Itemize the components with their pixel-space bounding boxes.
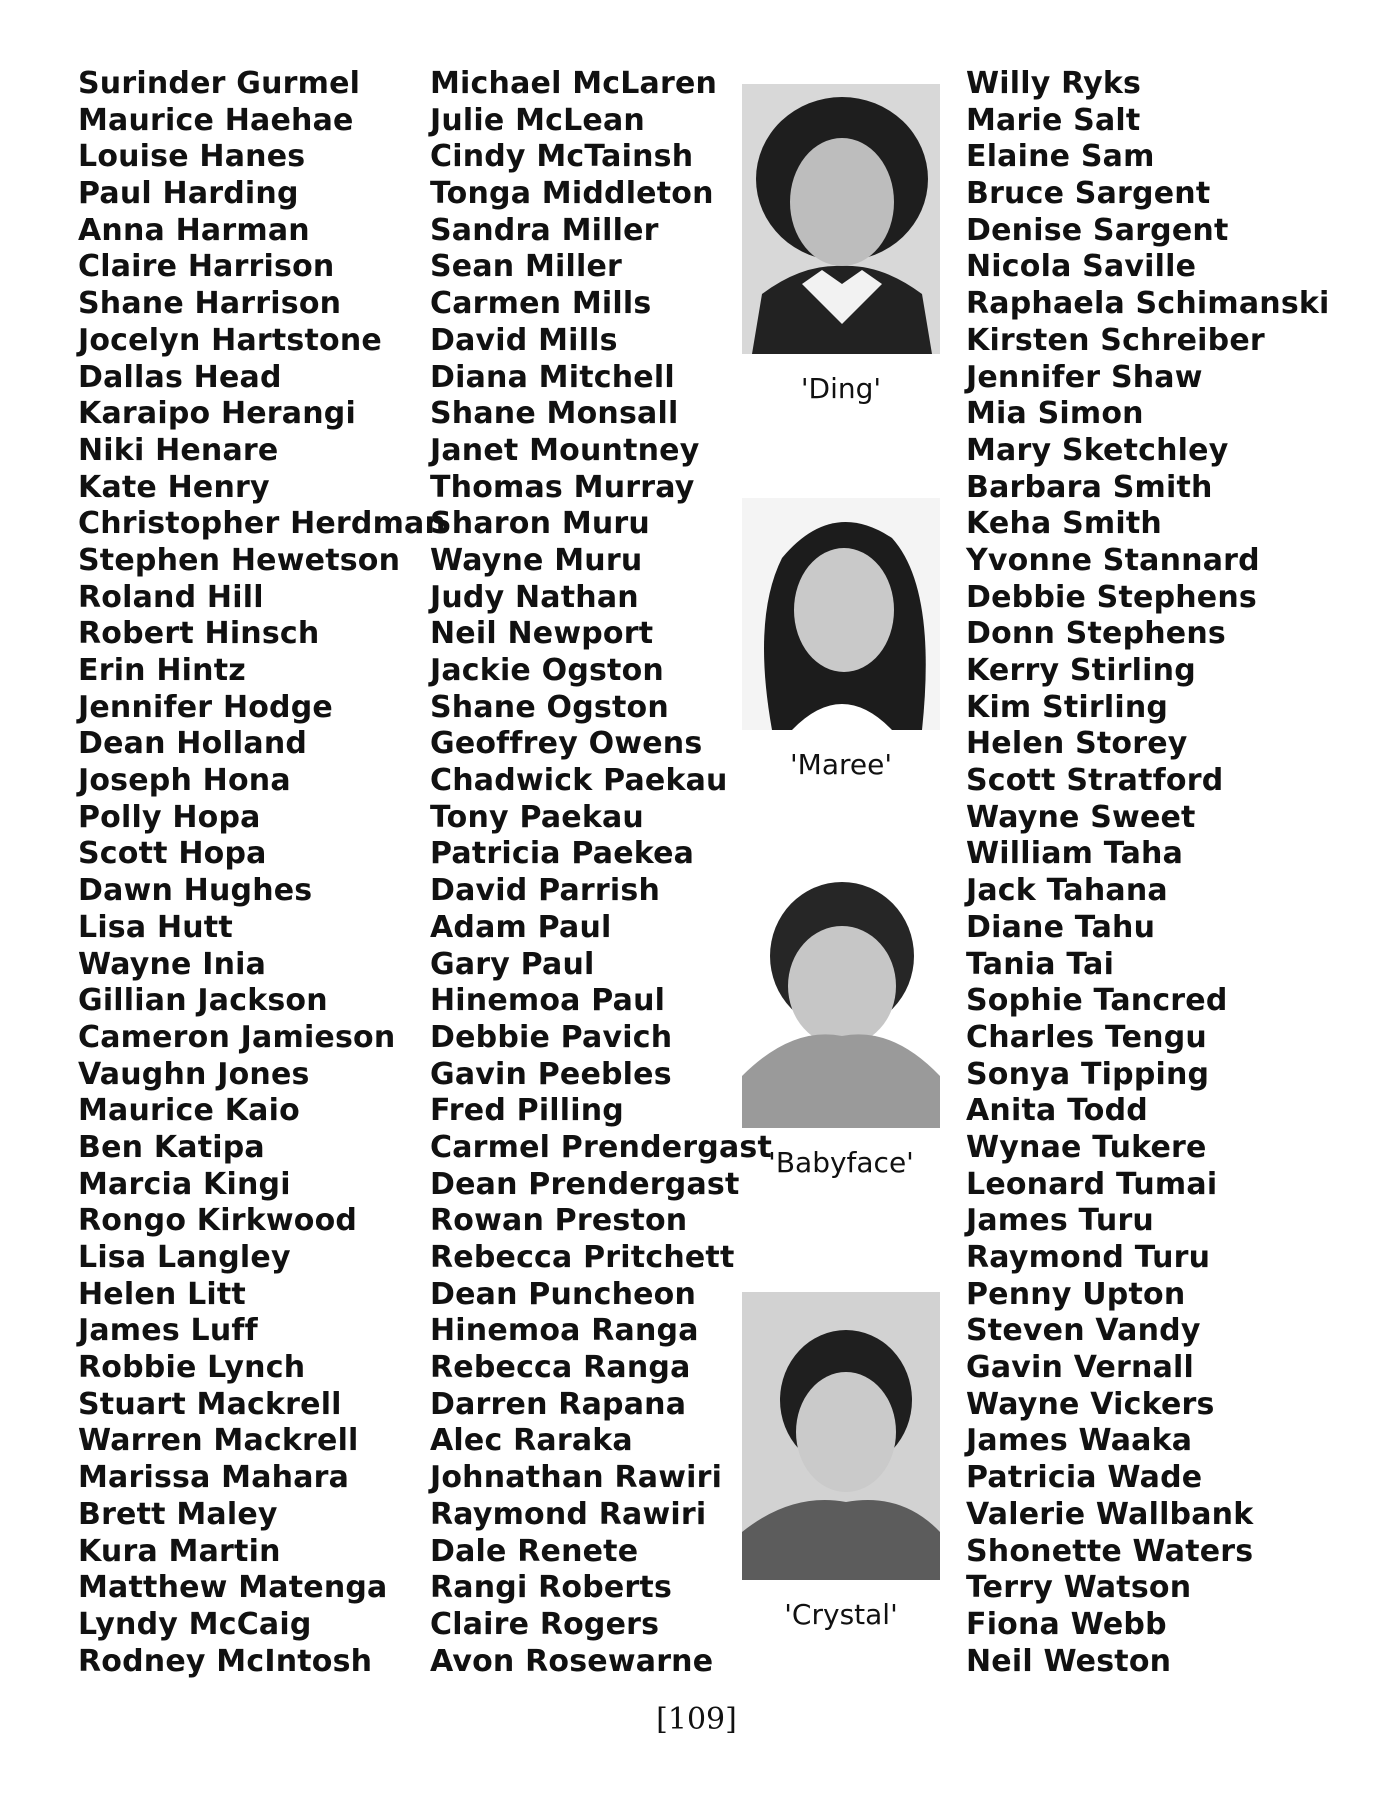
student-name: Helen Litt xyxy=(78,1276,246,1312)
student-name: Raymond Rawiri xyxy=(430,1496,707,1532)
student-name: William Taha xyxy=(966,836,1184,872)
student-name: Diane Tahu xyxy=(966,909,1156,945)
student-name: Joseph Hona xyxy=(78,763,291,799)
student-name: Shonette Waters xyxy=(966,1533,1254,1569)
student-name: Dean Prendergast xyxy=(430,1166,740,1202)
photo-caption: 'Maree' xyxy=(789,748,893,781)
student-name: Bruce Sargent xyxy=(966,176,1211,212)
student-name: Hinemoa Ranga xyxy=(430,1313,699,1349)
student-name: Tony Paekau xyxy=(430,799,644,835)
student-name: Rangi Roberts xyxy=(430,1570,673,1606)
portrait-image xyxy=(742,498,940,730)
student-name: Kate Henry xyxy=(78,469,270,505)
student-name: Dean Holland xyxy=(78,726,308,762)
student-name: Neil Weston xyxy=(966,1643,1172,1679)
student-name: Rowan Preston xyxy=(430,1203,688,1239)
student-name: Gary Paul xyxy=(430,946,595,982)
student-name: Dawn Hughes xyxy=(78,873,313,909)
student-name: Dale Renete xyxy=(430,1533,639,1569)
student-name: Rebecca Pritchett xyxy=(430,1240,735,1275)
student-name: Gavin Peebles xyxy=(430,1056,672,1092)
portrait-image xyxy=(742,1292,940,1580)
student-name: Lyndy McCaig xyxy=(78,1606,312,1642)
student-name: Surinder Gurmel xyxy=(78,66,361,101)
student-name: Jennifer Shaw xyxy=(966,359,1203,395)
student-name: Darren Rapana xyxy=(430,1386,687,1422)
student-name: Lisa Langley xyxy=(78,1240,291,1275)
student-name: Kirsten Schreiber xyxy=(966,322,1265,358)
student-name: Robert Hinsch xyxy=(78,616,320,652)
student-name: Denise Sargent xyxy=(966,212,1229,248)
student-name: Jennifer Hodge xyxy=(78,689,333,725)
student-name: James Turu xyxy=(966,1203,1154,1239)
student-name: Claire Harrison xyxy=(78,249,335,285)
student-name: Tania Tai xyxy=(966,946,1115,982)
photo-crystal xyxy=(736,1292,946,1631)
student-name: Vaughn Jones xyxy=(78,1056,310,1092)
student-name: Rodney McIntosh xyxy=(78,1643,373,1679)
student-name: Carmel Prendergast xyxy=(430,1129,773,1165)
name-column-3 xyxy=(966,66,1330,1680)
student-name: Lisa Hutt xyxy=(78,909,233,945)
student-name: Jackie Ogston xyxy=(430,653,664,688)
student-name: Nicola Saville xyxy=(966,249,1197,285)
student-name: Julie McLean xyxy=(430,102,645,138)
student-name: Alec Raraka xyxy=(430,1423,633,1459)
photo-caption: 'Crystal' xyxy=(784,1598,898,1631)
student-name: Helen Storey xyxy=(966,726,1188,762)
student-name: Hinemoa Paul xyxy=(430,983,666,1019)
student-name: Cindy McTainsh xyxy=(430,139,694,175)
name-column-2 xyxy=(430,66,772,1680)
student-name: David Parrish xyxy=(430,873,661,909)
student-name: Matthew Matenga xyxy=(78,1570,388,1606)
student-name: Stuart Mackrell xyxy=(78,1386,342,1422)
student-name: Marie Salt xyxy=(966,102,1141,138)
student-name: Elaine Sam xyxy=(966,139,1155,175)
student-name: Polly Hopa xyxy=(78,799,261,835)
student-name: Scott Stratford xyxy=(966,763,1224,799)
student-name: Patricia Wade xyxy=(966,1460,1203,1496)
student-name: Carmen Mills xyxy=(430,286,652,322)
student-name: Fred Pilling xyxy=(430,1093,624,1129)
student-name: Erin Hintz xyxy=(78,653,246,688)
student-name: Shane Monsall xyxy=(430,396,679,432)
student-name: Ben Katipa xyxy=(78,1129,265,1165)
student-name: Debbie Pavich xyxy=(430,1019,673,1055)
student-name: Wayne Inia xyxy=(78,946,267,982)
student-name: Jack Tahana xyxy=(966,873,1168,909)
student-name: Wynae Tukere xyxy=(966,1129,1207,1165)
student-name: Tonga Middleton xyxy=(430,176,714,212)
portrait-image xyxy=(742,84,940,354)
student-name: Raymond Turu xyxy=(966,1240,1211,1275)
student-name: Terry Watson xyxy=(966,1570,1192,1606)
student-name: Patricia Paekea xyxy=(430,836,695,872)
student-name: Stephen Hewetson xyxy=(78,542,401,578)
student-name: James Luff xyxy=(78,1313,258,1349)
student-name: Claire Rogers xyxy=(430,1606,660,1642)
student-name: Wayne Muru xyxy=(430,542,643,578)
student-name: Leonard Tumai xyxy=(966,1166,1218,1202)
student-name: Gillian Jackson xyxy=(78,983,328,1019)
student-name: Chadwick Paekau xyxy=(430,763,728,799)
student-name: Maurice Kaio xyxy=(78,1093,300,1129)
student-name: Rebecca Ranga xyxy=(430,1350,691,1386)
photo-caption: 'Babyface' xyxy=(768,1146,914,1179)
student-name: Wayne Vickers xyxy=(966,1386,1215,1422)
student-name: Wayne Sweet xyxy=(966,799,1196,835)
name-column-1 xyxy=(78,66,446,1680)
student-name: Kim Stirling xyxy=(966,689,1169,725)
student-name: James Waaka xyxy=(966,1423,1193,1459)
student-name: Mary Sketchley xyxy=(966,432,1229,468)
student-name: Sean Miller xyxy=(430,249,623,285)
student-name: Sandra Miller xyxy=(430,212,659,248)
photo-caption: 'Ding' xyxy=(800,372,882,405)
student-name: Neil Newport xyxy=(430,616,654,652)
student-name: Mia Simon xyxy=(966,396,1144,432)
student-name: Geoffrey Owens xyxy=(430,726,703,762)
student-name: Marissa Mahara xyxy=(78,1460,350,1496)
student-name: Barbara Smith xyxy=(966,469,1213,505)
student-name: Diana Mitchell xyxy=(430,359,675,395)
student-name: Kerry Stirling xyxy=(966,653,1196,688)
portrait-image xyxy=(742,876,940,1128)
student-name: Sharon Muru xyxy=(430,506,650,542)
student-name: Scott Hopa xyxy=(78,836,267,872)
student-name: Yvonne Stannard xyxy=(966,542,1260,578)
student-name: Fiona Webb xyxy=(966,1606,1167,1642)
student-name: Willy Ryks xyxy=(966,66,1142,101)
page-number: [109] xyxy=(656,1702,737,1737)
student-name: Thomas Murray xyxy=(430,469,695,505)
student-name: Valerie Wallbank xyxy=(966,1496,1254,1532)
student-name: Michael McLaren xyxy=(430,66,718,101)
student-name: Kura Martin xyxy=(78,1533,281,1569)
student-name: Dallas Head xyxy=(78,359,282,395)
student-name: Karaipo Herangi xyxy=(78,396,356,432)
student-name: Anna Harman xyxy=(78,212,310,248)
student-name: Anita Todd xyxy=(966,1093,1148,1129)
student-name: Dean Puncheon xyxy=(430,1276,697,1312)
photo-maree xyxy=(736,498,946,781)
student-name: Warren Mackrell xyxy=(78,1423,359,1459)
student-name: Maurice Haehae xyxy=(78,102,354,138)
student-name: Charles Tengu xyxy=(966,1019,1207,1055)
student-name: Judy Nathan xyxy=(430,579,639,615)
student-name: Jocelyn Hartstone xyxy=(78,322,382,358)
student-name: Penny Upton xyxy=(966,1276,1186,1312)
student-name: Donn Stephens xyxy=(966,616,1226,652)
photo-ding xyxy=(736,84,946,405)
student-name: Shane Ogston xyxy=(430,689,669,725)
student-name: Robbie Lynch xyxy=(78,1350,306,1386)
student-name: Christopher Herdman xyxy=(78,506,447,542)
student-name: Gavin Vernall xyxy=(966,1350,1194,1386)
student-name: Adam Paul xyxy=(430,909,612,945)
student-name: Sophie Tancred xyxy=(966,983,1228,1019)
student-name: Rongo Kirkwood xyxy=(78,1203,358,1239)
student-name: Cameron Jamieson xyxy=(78,1019,396,1055)
student-name: David Mills xyxy=(430,322,618,358)
student-name: Raphaela Schimanski xyxy=(966,286,1330,322)
student-name: Paul Harding xyxy=(78,176,299,212)
student-name: Marcia Kingi xyxy=(78,1166,291,1202)
student-name: Niki Henare xyxy=(78,432,279,468)
student-name: Roland Hill xyxy=(78,579,264,615)
photo-babyface xyxy=(736,876,946,1179)
student-name: Janet Mountney xyxy=(430,432,700,468)
student-name: Keha Smith xyxy=(966,506,1162,542)
student-name: Johnathan Rawiri xyxy=(430,1460,723,1496)
student-name: Brett Maley xyxy=(78,1496,278,1532)
student-name: Louise Hanes xyxy=(78,139,306,175)
student-name: Avon Rosewarne xyxy=(430,1643,714,1679)
student-name: Shane Harrison xyxy=(78,286,342,322)
student-name: Sonya Tipping xyxy=(966,1056,1210,1092)
student-name: Debbie Stephens xyxy=(966,579,1257,615)
student-name: Steven Vandy xyxy=(966,1313,1201,1349)
